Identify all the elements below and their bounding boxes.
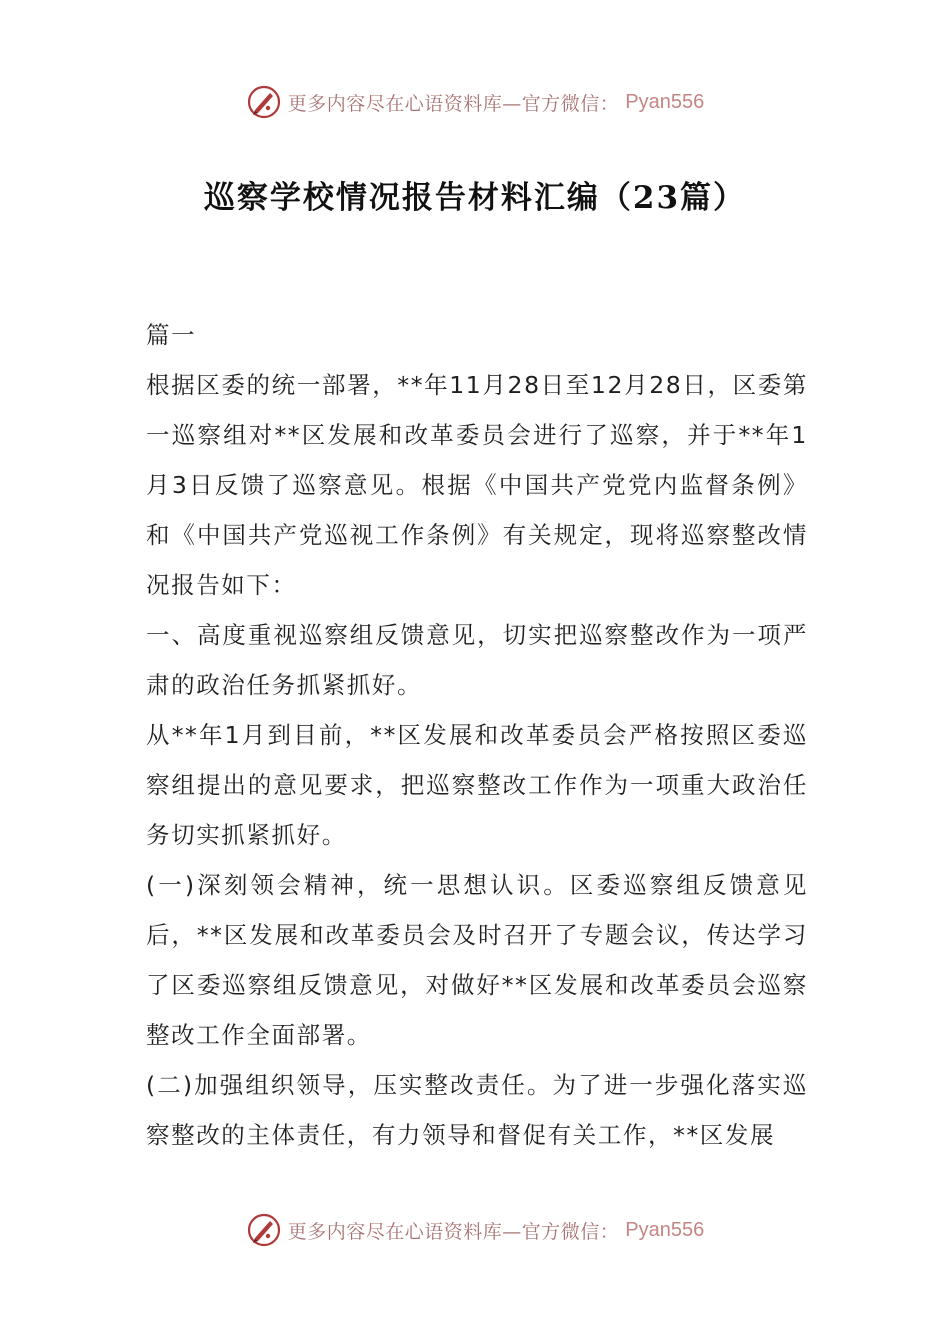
header-banner-handle: Pyan556 (625, 90, 705, 113)
paragraph-3: 从**年1月到目前，**区发展和改革委员会严格按照区委巡察组提出的意见要求，把巡察整改工作作为一项重大政治任务切实抓紧抓好。 (146, 721, 808, 849)
document-title: 巡察学校情况报告材料汇编（23篇） (203, 180, 747, 216)
paragraph-1: 根据区委的统一部署，**年11月28日至12月28日，区委第一巡察组对**区发展和改革委员会进行了巡察，并于**年1月3日反馈了巡察意见。根据《中国共产党党内监督条例》和《中国共产党巡视工作条例》有关规定，现将巡察整改情况报告如下： (146, 371, 808, 599)
footer-banner-handle: Pyan556 (625, 1218, 705, 1241)
section-label: 篇一 (146, 321, 197, 349)
pen-seal-logo-icon (246, 1212, 282, 1248)
document-body (146, 310, 808, 1160)
footer-watermark-banner (0, 1208, 950, 1252)
header-banner-text: 更多内容尽在心语资料库—官方微信： (287, 92, 620, 115)
header-watermark-banner (0, 80, 950, 124)
paragraph-4: (一)深刻领会精神，统一思想认识。区委巡察组反馈意见后，**区发展和改革委员会及时召开了专题会议，传达学习了区委巡察组反馈意见，对做好**区发展和改革委员会巡察整改工作全面部署。 (146, 871, 808, 1049)
paragraph-5: (二)加强组织领导，压实整改责任。为了进一步强化落实巡察整改的主体责任，有力领导和督促有关工作，**区发展 (146, 1071, 808, 1149)
footer-banner-text: 更多内容尽在心语资料库—官方微信： (287, 1220, 620, 1243)
paragraph-2: 一、高度重视巡察组反馈意见，切实把巡察整改作为一项严肃的政治任务抓紧抓好。 (146, 621, 808, 699)
pen-seal-logo-icon (246, 84, 282, 120)
